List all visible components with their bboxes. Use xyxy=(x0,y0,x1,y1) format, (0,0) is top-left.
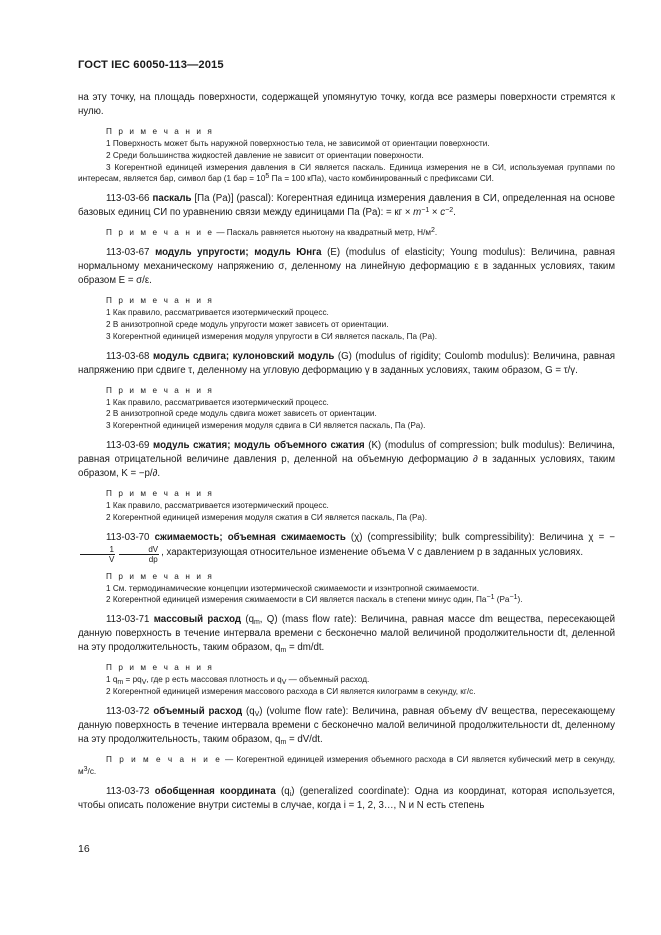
note-item: 2 Когерентной единицей измерения массового расхода в СИ является килограмм в секунду, кг/с. xyxy=(106,687,476,697)
notes-heading: П р и м е ч а н и я xyxy=(106,296,214,306)
note-item: 2 В анизотропной среде модуль упругости может зависеть от ориентации. xyxy=(106,320,389,330)
note-item: 1 Как правило, рассматривается изотермический процесс. xyxy=(106,397,329,407)
entry-113-03-71: 113-03-71 массовый расход ($q_m$, Q) (mass flow rate): Величина, равная массе dm вещества, пересекающей данную поверхность в течение интервала времени с бесконечно малой величиной продолжительности dt, деленной на эту продолжительность, таким образом, $q_m = dm/dt$. xyxy=(78,614,615,655)
page-header: ГОСТ IEC 60050-113—2015 xyxy=(78,59,224,71)
entry-term: обобщенная координата xyxy=(154,785,276,797)
entry-number: 113-03-73 xyxy=(106,785,150,797)
fraction: $\frac{1}{V}$ xyxy=(80,545,115,564)
notes-heading: П р и м е ч а н и я xyxy=(106,489,214,499)
entry-term: модуль сжатия; модуль объемного сжатия xyxy=(153,440,365,451)
entry-term: паскаль xyxy=(152,193,192,205)
entry-number: 113-03-68 xyxy=(106,350,150,362)
note-item: 2 Когерентной единицей измерения сжимаемости в СИ является паскаль в степени минус один, $Па^{-1}$ $(Pa^{-1})$. xyxy=(106,594,523,605)
entry-term: модуль упругости; модуль Юнга xyxy=(155,247,322,259)
notes-heading: П р и м е ч а н и я xyxy=(106,571,214,581)
entry-number: 113-03-67 xyxy=(106,247,150,259)
note-item: 1 См. термодинамические концепции изотермической сжимаемости и изэнтропной сжимаемости. xyxy=(106,583,480,593)
note-item: 2 Когерентной единицей измерения модуля сжатия в СИ является паскаль, Па (Pa). xyxy=(106,512,427,522)
note-item: П р и м е ч а н и е — Когерентной единицей измерения объемного расхода в СИ является кубический метр в секунду, $м^3/c$. xyxy=(78,755,615,776)
document-body xyxy=(78,91,615,813)
continued-paragraph: на эту точку, на площадь поверхности, содержащей упомянутую точку, когда все размеры поверхности стремятся к нулю. xyxy=(78,92,615,118)
entry-113-03-66: 113-03-66 паскаль [Па (Pa)] (pascal): Когерентная единица измерения давления в СИ, определенная на основе базовых единиц СИ по уравнению связи между единицами Па (Pa): = кг × $m^{-1} \times c^{-2}$. xyxy=(78,193,615,219)
notes-heading: П р и м е ч а н и я xyxy=(106,127,214,137)
entry-113-03-67: 113-03-67 модуль упругости; модуль Юнга (E) (modulus of elasticity; Young modulus): Величина, равная нормальному механическому напряжению σ, деленному на линейную деформацию ε в заданных условиях, таким образом E = σ/ε. xyxy=(78,247,615,287)
notes-heading: П р и м е ч а н и я xyxy=(106,663,214,673)
note-item: 2 Среди большинства жидкостей давление не зависит от ориентации поверхности. xyxy=(106,150,424,160)
entry-number: 113-03-69 xyxy=(106,440,150,451)
note-item: 3 Когерентной единицей измерения модуля упругости в СИ является паскаль, Па (Pa). xyxy=(106,331,438,341)
note-item: 1 Поверхность может быть наружной поверхностью тела, не зависимой от ориентации поверхности. xyxy=(106,138,490,148)
entry-113-03-69: 113-03-69 модуль сжатия; модуль объемного сжатия (K) (modulus of compression; bulk modulus): Величина, равная отрицательной величине давления p, деленной на объемную деформацию ∂ в заданных условиях, таким образом, K = −p/∂. xyxy=(78,440,615,480)
fraction: $\frac{dV}{dp}$ xyxy=(119,545,159,564)
entry-113-03-72: 113-03-72 объемный расход $(q_V)$ (volume flow rate): Величина, равная объему dV вещества, пересекающему данную поверхность в течение интервала времени с бесконечно малой величиной продолжительности dt, деленному на эту продолжительность, таким образом, $q_m = dV/dt$. xyxy=(78,705,616,747)
entry-term: сжимаемость; объемная сжимаемость xyxy=(154,531,346,543)
note-item: 2 В анизотропной среде модуль сдвига может зависеть от ориентации. xyxy=(106,409,377,419)
note-item: 1 $q_m = pq_V$, где p есть массовая плотность и $q_V$ — объемный расход. xyxy=(106,675,370,687)
entry-term: объемный расход xyxy=(153,705,243,717)
entry-term: модуль сдвига; кулоновский модуль xyxy=(153,350,335,362)
compressibility-formula: χ = − xyxy=(588,531,615,543)
note-item: 1 Как правило, рассматривается изотермический процесс. xyxy=(106,308,329,318)
entry-number: 113-03-72 xyxy=(106,705,150,717)
entry-term: массовый расход xyxy=(153,614,242,626)
entry-number: 113-03-66 xyxy=(106,193,150,205)
note-item: П р и м е ч а н и е — Паскаль равняется ньютону на квадратный метр, $Н/м^2$. xyxy=(106,227,438,238)
entry-113-03-68: 113-03-68 модуль сдвига; кулоновский модуль (G) (modulus of rigidity; Coulomb modulus): Величина, равная напряжению при сдвиге τ, деленному на угловую деформацию γ в заданных условиях, таким образом, G = τ/γ. xyxy=(78,350,615,376)
entry-number: 113-03-70 xyxy=(106,531,150,543)
entry-113-03-73: 113-03-73 обобщенная координата $(q_i)$ (generalized coordinate): Одна из координат, которая используется, чтобы описать положение внутри системы в случае, когда i = 1, 2, 3…, N и N есть степень xyxy=(78,785,615,811)
page-number: 16 xyxy=(78,843,90,855)
entry-113-03-70: 113-03-70 сжимаемость; объемная сжимаемость (χ) (compressibility; bulk compressibility): Величина χ = − $\frac{1}{V}$ $\frac{dV}{dp}$ , характеризующая относительное изменение объема V с давлением p в заданных условиях. xyxy=(78,531,615,564)
note-item: 3 Когерентной единицей измерения давления в СИ является паскаль. Единица измерения не в СИ, используемая группами по интересам, является бар, символ бар (1 бар = $10^5$ Па = 100 кПа), часто комбинированный с префиксами СИ. xyxy=(78,162,615,184)
entry-number: 113-03-71 xyxy=(106,614,150,626)
notes-heading: П р и м е ч а н и я xyxy=(106,385,214,395)
note-item: 1 Как правило, рассматривается изотермический процесс. xyxy=(106,501,329,511)
note-item: 3 Когерентной единицей измерения модуля сдвига в СИ является паскаль, Па (Pa). xyxy=(106,421,426,431)
